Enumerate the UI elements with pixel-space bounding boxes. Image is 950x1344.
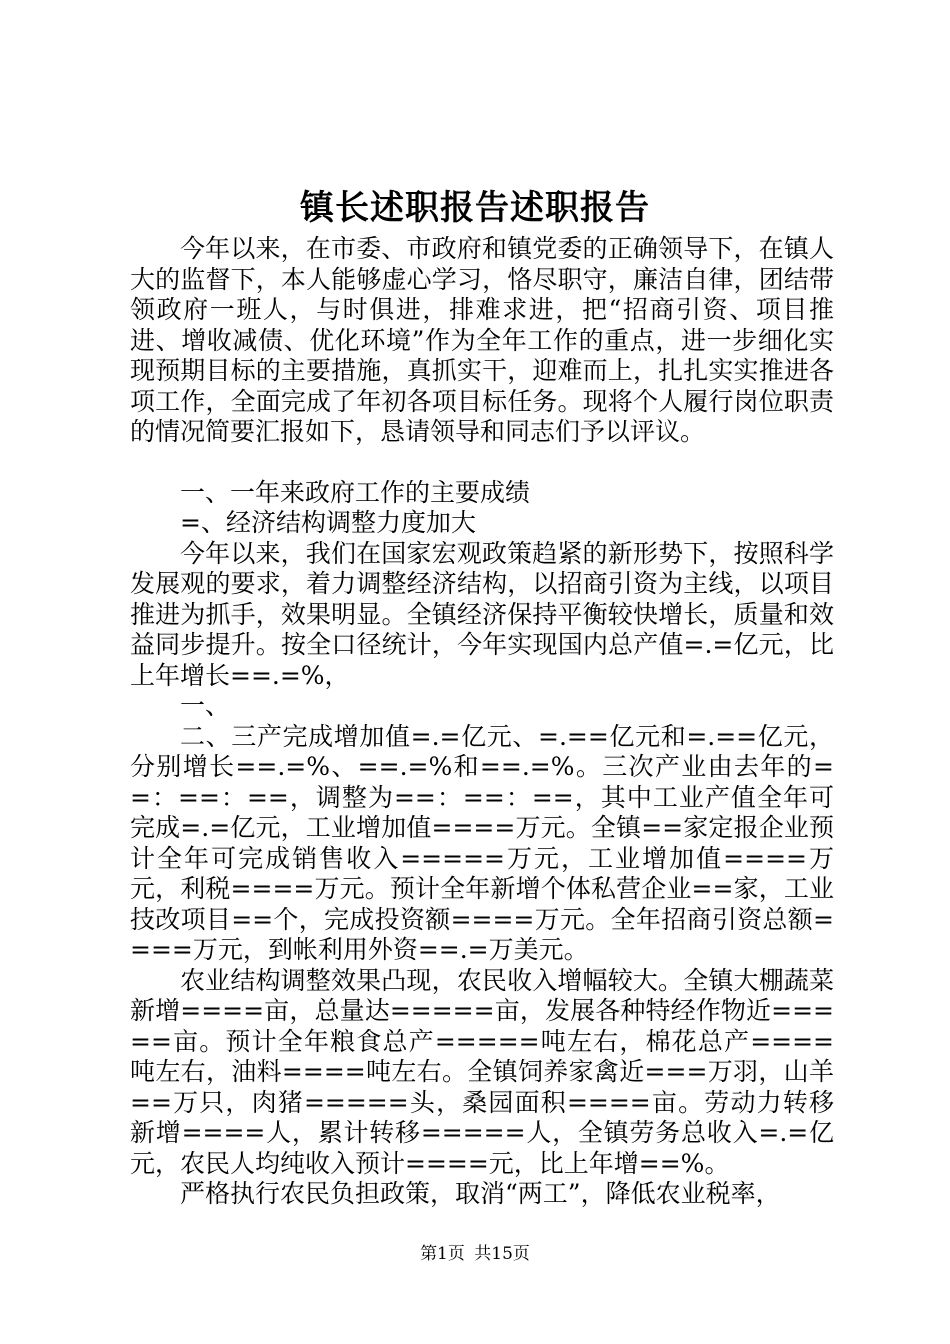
list-marker-line: 一、 — [180, 691, 231, 720]
industry-paragraph: 二、三产完成增加值=.=亿元、=.==亿元和=.==亿元，分别增长==.=%、==.=%和==.=%。三次产业由去年的==：==：==，调整为==：==：==，其中工业产值全年可完成=.=亿元，工业增加值====万元。全镇==家定报企业预计全年可完成销售收入=====万元，工业增加值====万元，利税====万元。预计全年新增个体私营企业==家，工业技改项目==个，完成投资额====万元。全年招商引资总额====万元，到帐利用外资==.=万美元。 — [130, 721, 834, 964]
page-number: 第1页 — [420, 1244, 465, 1264]
economy-paragraph: 今年以来，我们在国家宏观政策趋紧的新形势下，按照科学发展观的要求，着力调整经济结构，以招商引资为主线，以项目推进为抓手，效果明显。全镇经济保持平衡较快增长，质量和效益同步提升。按全口径统计，今年实现国内总产值=.=亿元，比上年增长==.=%， — [130, 538, 834, 690]
paragraph-spacer — [130, 448, 834, 478]
section-heading: 一、一年来政府工作的主要成绩 — [180, 477, 531, 507]
document-title: 镇长述职报告述职报告 — [300, 188, 650, 228]
burden-paragraph: 严格执行农民负担政策，取消“两工”，降低农业税率， — [180, 1179, 781, 1208]
document-body — [130, 234, 834, 1210]
agriculture-paragraph: 农业结构调整效果凸现，农民收入增幅较大。全镇大棚蔬菜新增====亩，总量达=====亩，发展各种特经作物近=====亩。预计全年粮食总产=====吨左右，棉花总产====吨左右，油料====吨左右。全镇饲养家禽近===万羽，山羊==万只，肉猪=====头，桑园面积====亩。劳动力转移新增====人，累计转移=====人，全镇劳务总收入=.=亿元，农民人均纯收入预计====元，比上年增==%。 — [130, 965, 834, 1178]
page-total: 共15页 — [474, 1244, 530, 1264]
page-footer — [0, 1242, 950, 1266]
intro-paragraph: 今年以来，在市委、市政府和镇党委的正确领导下，在镇人大的监督下，本人能够虚心学习，恪尽职守，廉洁自律，团结带领政府一班人，与时俱进，排难求进，把“招商引资、项目推进、增收减债、优化环境”作为全年工作的重点，进一步细化实现预期目标的主要措施，真抓实干，迎难而上，扎扎实实推进各项工作，全面完成了年初各项目标任务。现将个人履行岗位职责的情况简要汇报如下，恳请领导和同志们予以评议。 — [130, 234, 834, 446]
subsection-heading: =、经济结构调整力度加大 — [180, 508, 476, 537]
